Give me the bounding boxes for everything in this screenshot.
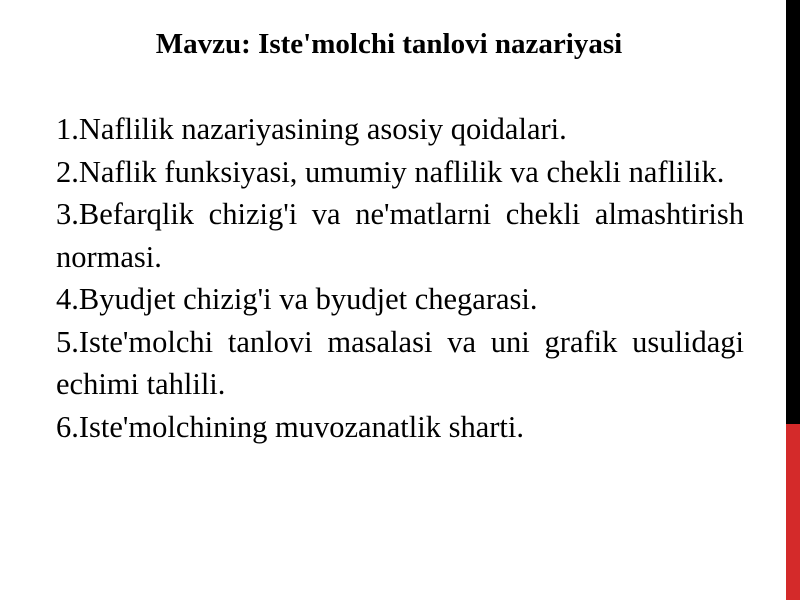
slide-title: Mavzu: Iste'molchi tanlovi nazariyasi	[155, 28, 623, 60]
edge-bar-top	[786, 0, 800, 424]
list-item: 6.Iste'molchining muvozanatlik sharti.	[56, 409, 524, 444]
list-item: 2.Naflik funksiyasi, umumiy naflilik va chekli naflilik.	[56, 154, 725, 189]
list-item: 4.Byudjet chizig'i va byudjet chegarasi.	[56, 282, 538, 316]
edge-bar-bottom	[786, 424, 800, 600]
list-item: 3.Befarqlik chizig'i va ne'matlarni chekli almashtirish normasi.	[56, 197, 744, 274]
list-item: 1.Naflilik nazariyasining asosiy qoidalari.	[56, 112, 567, 146]
topic-list	[56, 108, 744, 448]
list-item: 5.Iste'molchi tanlovi masalasi va uni grafik usulidagi echimi tahlili.	[56, 324, 744, 401]
